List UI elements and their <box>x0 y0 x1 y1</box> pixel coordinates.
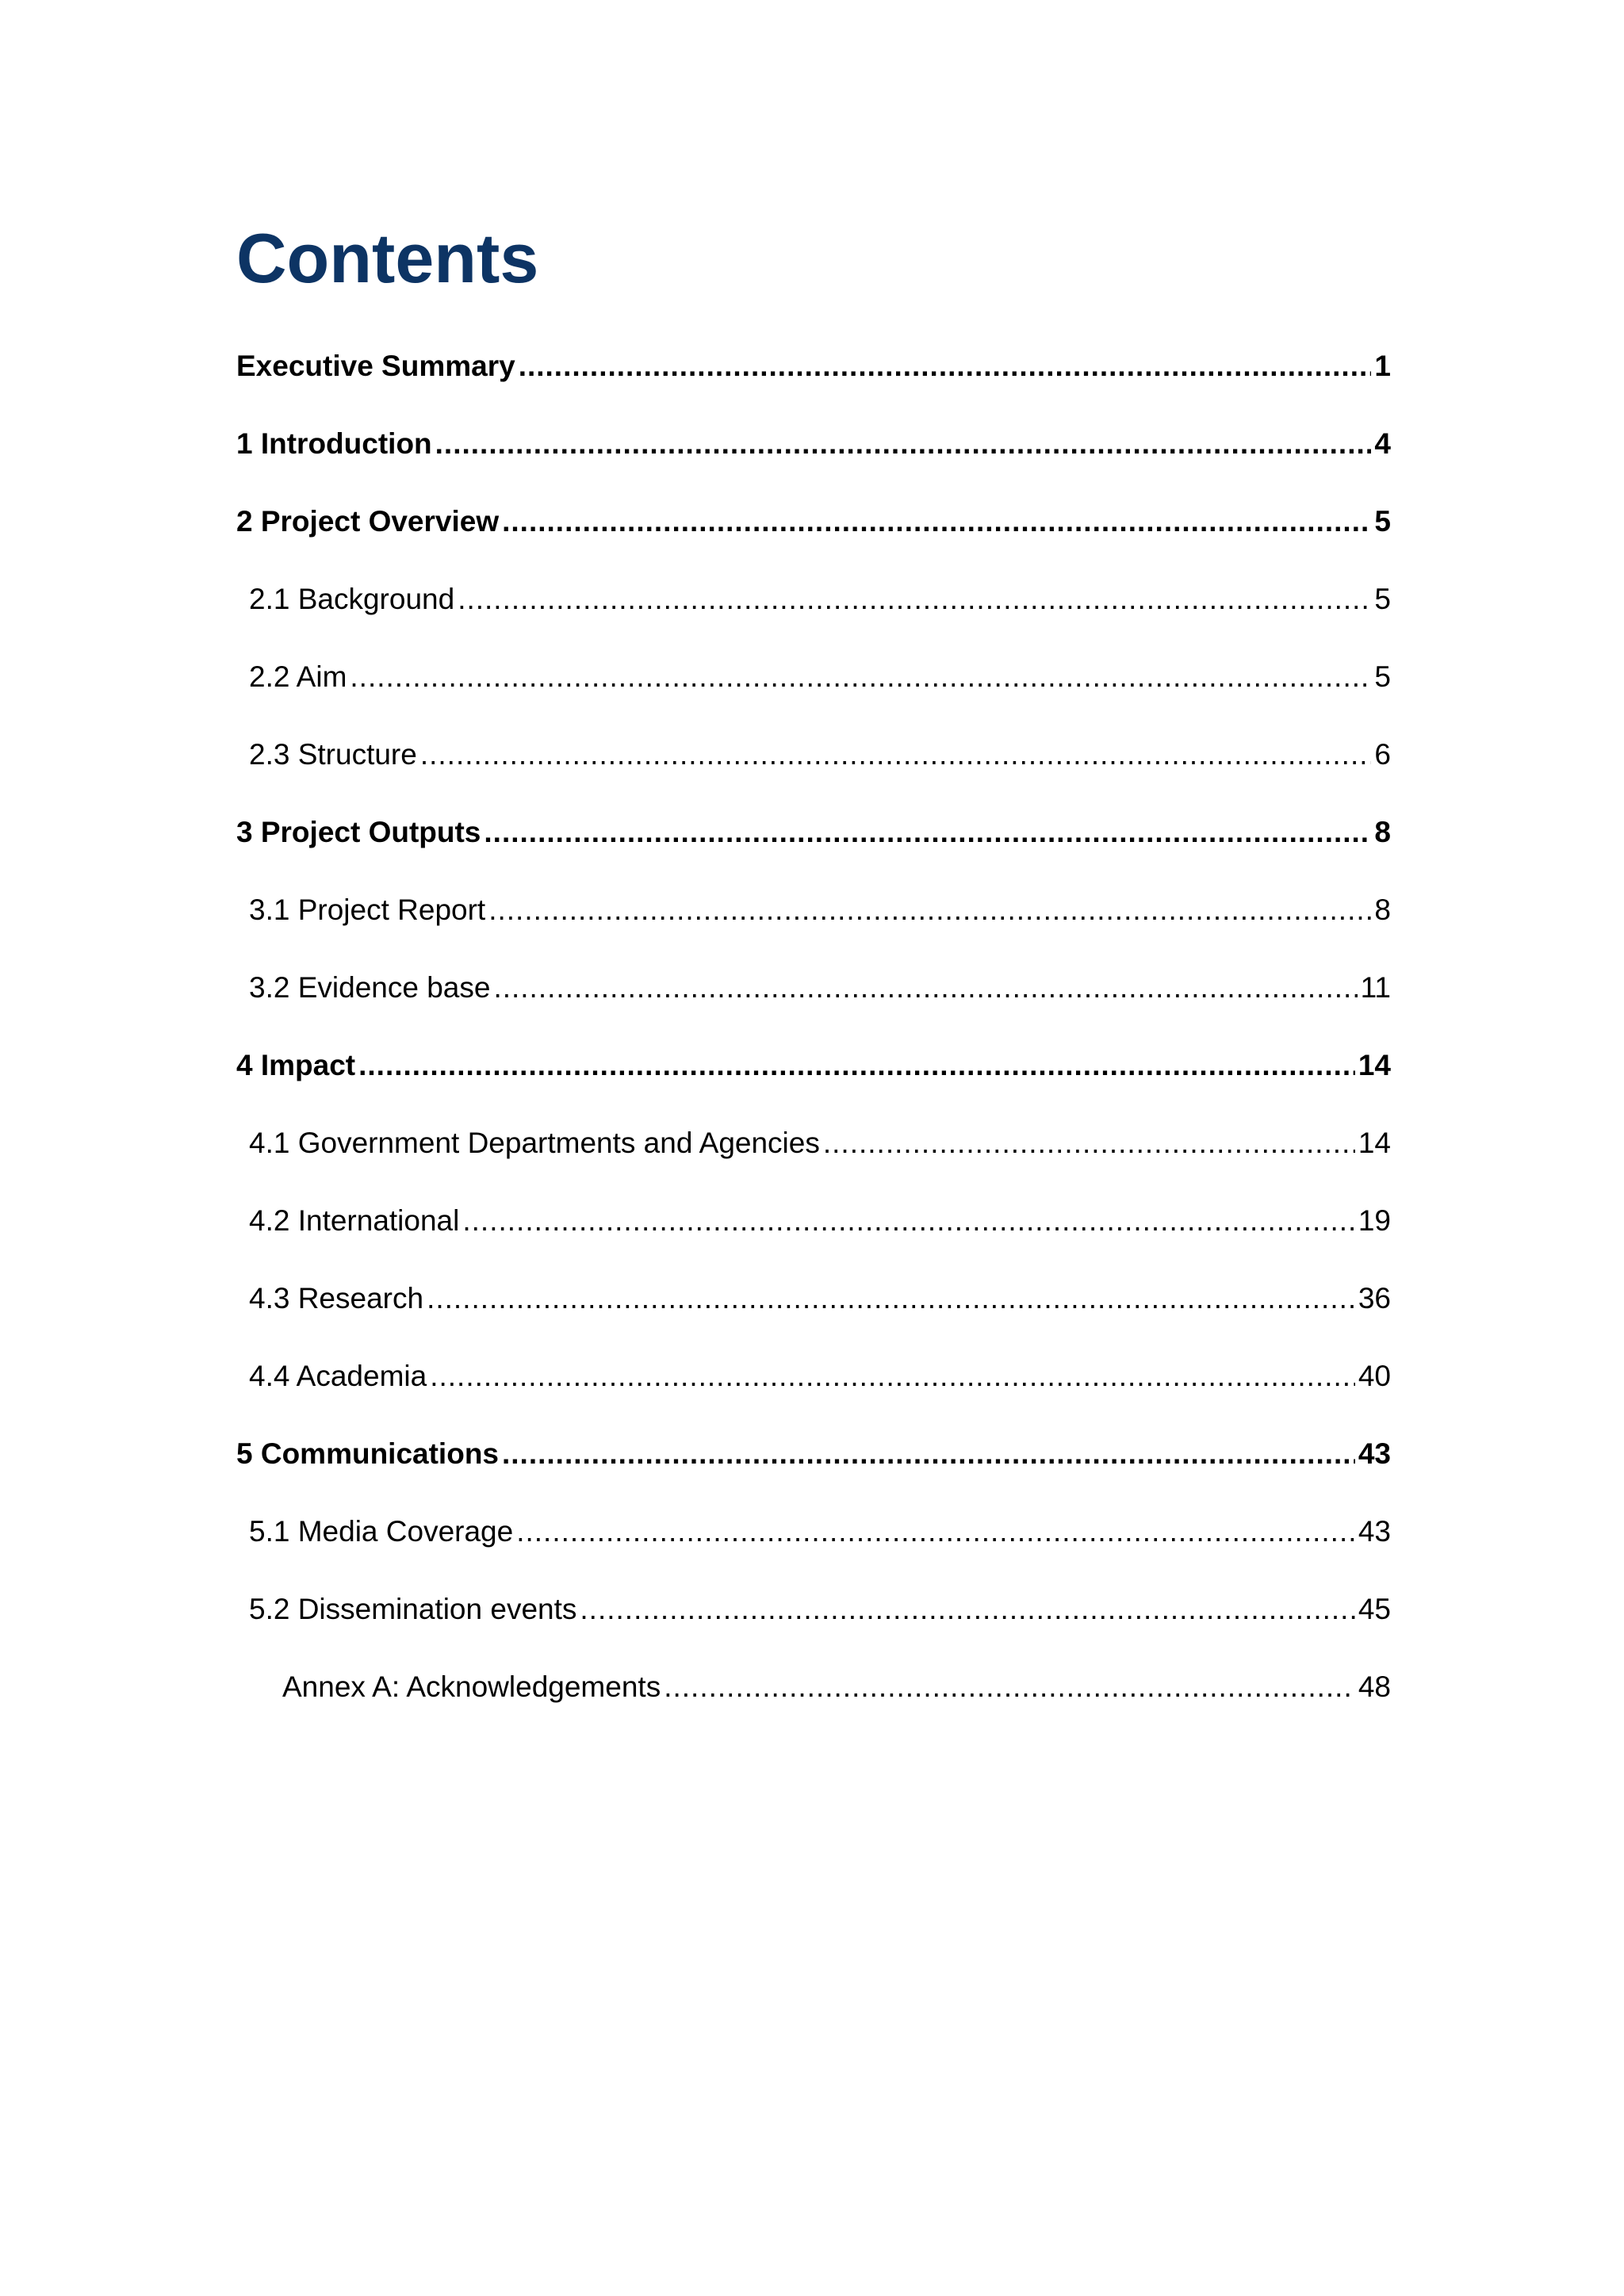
toc-entry-label: 5.2 Dissemination events <box>249 1593 577 1625</box>
toc-entry-page-number: 48 <box>1358 1670 1391 1703</box>
toc-entry-page-number: 14 <box>1358 1127 1391 1159</box>
toc-dot-leader <box>358 1042 1355 1089</box>
toc-dot-leader <box>430 1353 1355 1400</box>
toc-entry-international[interactable] <box>236 1197 1391 1245</box>
toc-dot-leader <box>519 342 1372 390</box>
toc-entry-academia[interactable] <box>236 1353 1391 1400</box>
page-title: Contents <box>236 219 539 297</box>
toc-entry-executive-summary[interactable] <box>236 342 1391 390</box>
toc-dot-leader <box>462 1197 1354 1245</box>
toc-dot-leader <box>484 809 1371 856</box>
toc-entry-project-overview[interactable] <box>236 498 1391 545</box>
toc-entry-page-number: 19 <box>1358 1204 1391 1237</box>
toc-entry-label: 2.2 Aim <box>249 660 347 693</box>
toc-entry-label: 2.1 Background <box>249 583 455 615</box>
toc-entry-page-number: 36 <box>1358 1282 1391 1314</box>
toc-entry-label: 4.3 Research <box>249 1282 424 1314</box>
toc-entry-label: Annex A: Acknowledgements <box>282 1670 661 1703</box>
toc-entry-research[interactable] <box>236 1275 1391 1322</box>
toc-entry-page-number: 40 <box>1358 1360 1391 1392</box>
toc-entry-page-number: 1 <box>1374 350 1391 382</box>
toc-entry-government-departments[interactable] <box>236 1119 1391 1167</box>
toc-entry-label: 4.2 International <box>249 1204 460 1237</box>
toc-entry-page-number: 43 <box>1358 1515 1391 1548</box>
toc-entry-project-outputs[interactable] <box>236 809 1391 856</box>
toc-entry-page-number: 11 <box>1360 971 1391 1004</box>
toc-entry-background[interactable] <box>236 576 1391 623</box>
toc-entry-label: 2.3 Structure <box>249 738 417 771</box>
toc-dot-leader <box>580 1586 1354 1633</box>
toc-entry-communications[interactable] <box>236 1430 1391 1478</box>
toc-entry-annex-a[interactable] <box>236 1663 1391 1711</box>
toc-entry-label: 3.1 Project Report <box>249 894 486 926</box>
toc-entry-label: 2 Project Overview <box>236 505 500 538</box>
toc-entry-page-number: 43 <box>1358 1437 1391 1470</box>
toc-entry-page-number: 8 <box>1374 894 1391 926</box>
toc-entry-label: 4.1 Government Departments and Agencies <box>249 1127 820 1159</box>
toc-entry-page-number: 14 <box>1358 1049 1391 1081</box>
toc-entry-page-number: 8 <box>1374 816 1391 848</box>
toc-dot-leader <box>435 420 1372 468</box>
toc-entry-evidence-base[interactable] <box>236 964 1391 1012</box>
toc-entry-label: Executive Summary <box>236 350 515 382</box>
toc-entry-page-number: 4 <box>1374 427 1391 460</box>
toc-entry-page-number: 6 <box>1374 738 1391 771</box>
toc-entry-project-report[interactable] <box>236 886 1391 934</box>
toc-entry-page-number: 5 <box>1374 505 1391 538</box>
toc-dot-leader <box>516 1508 1355 1556</box>
toc-dot-leader <box>350 653 1371 701</box>
toc-entry-label: 5.1 Media Coverage <box>249 1515 514 1548</box>
toc-entry-label: 1 Introduction <box>236 427 432 460</box>
toc-entry-label: 3.2 Evidence base <box>249 971 491 1004</box>
toc-dot-leader <box>502 1430 1355 1478</box>
toc-dot-leader <box>427 1275 1355 1322</box>
toc-entry-structure[interactable] <box>236 731 1391 779</box>
toc-entry-page-number: 5 <box>1374 660 1391 693</box>
toc-dot-leader <box>664 1663 1355 1711</box>
toc-entry-impact[interactable] <box>236 1042 1391 1089</box>
toc-dot-leader <box>420 731 1372 779</box>
toc-entry-label: 4.4 Academia <box>249 1360 427 1392</box>
toc-entry-dissemination-events[interactable] <box>236 1586 1391 1633</box>
toc-entry-aim[interactable] <box>236 653 1391 701</box>
toc-entry-label: 3 Project Outputs <box>236 816 481 848</box>
toc-entry-page-number: 5 <box>1374 583 1391 615</box>
toc-dot-leader <box>823 1119 1355 1167</box>
toc-dot-leader <box>488 886 1371 934</box>
toc-entry-media-coverage[interactable] <box>236 1508 1391 1556</box>
toc-dot-leader <box>502 498 1371 545</box>
toc-dot-leader <box>493 964 1357 1012</box>
toc-entry-introduction[interactable] <box>236 420 1391 468</box>
toc-entry-label: 4 Impact <box>236 1049 356 1081</box>
toc-dot-leader <box>458 576 1371 623</box>
toc-entry-label: 5 Communications <box>236 1437 499 1470</box>
toc-entry-page-number: 45 <box>1358 1593 1391 1625</box>
